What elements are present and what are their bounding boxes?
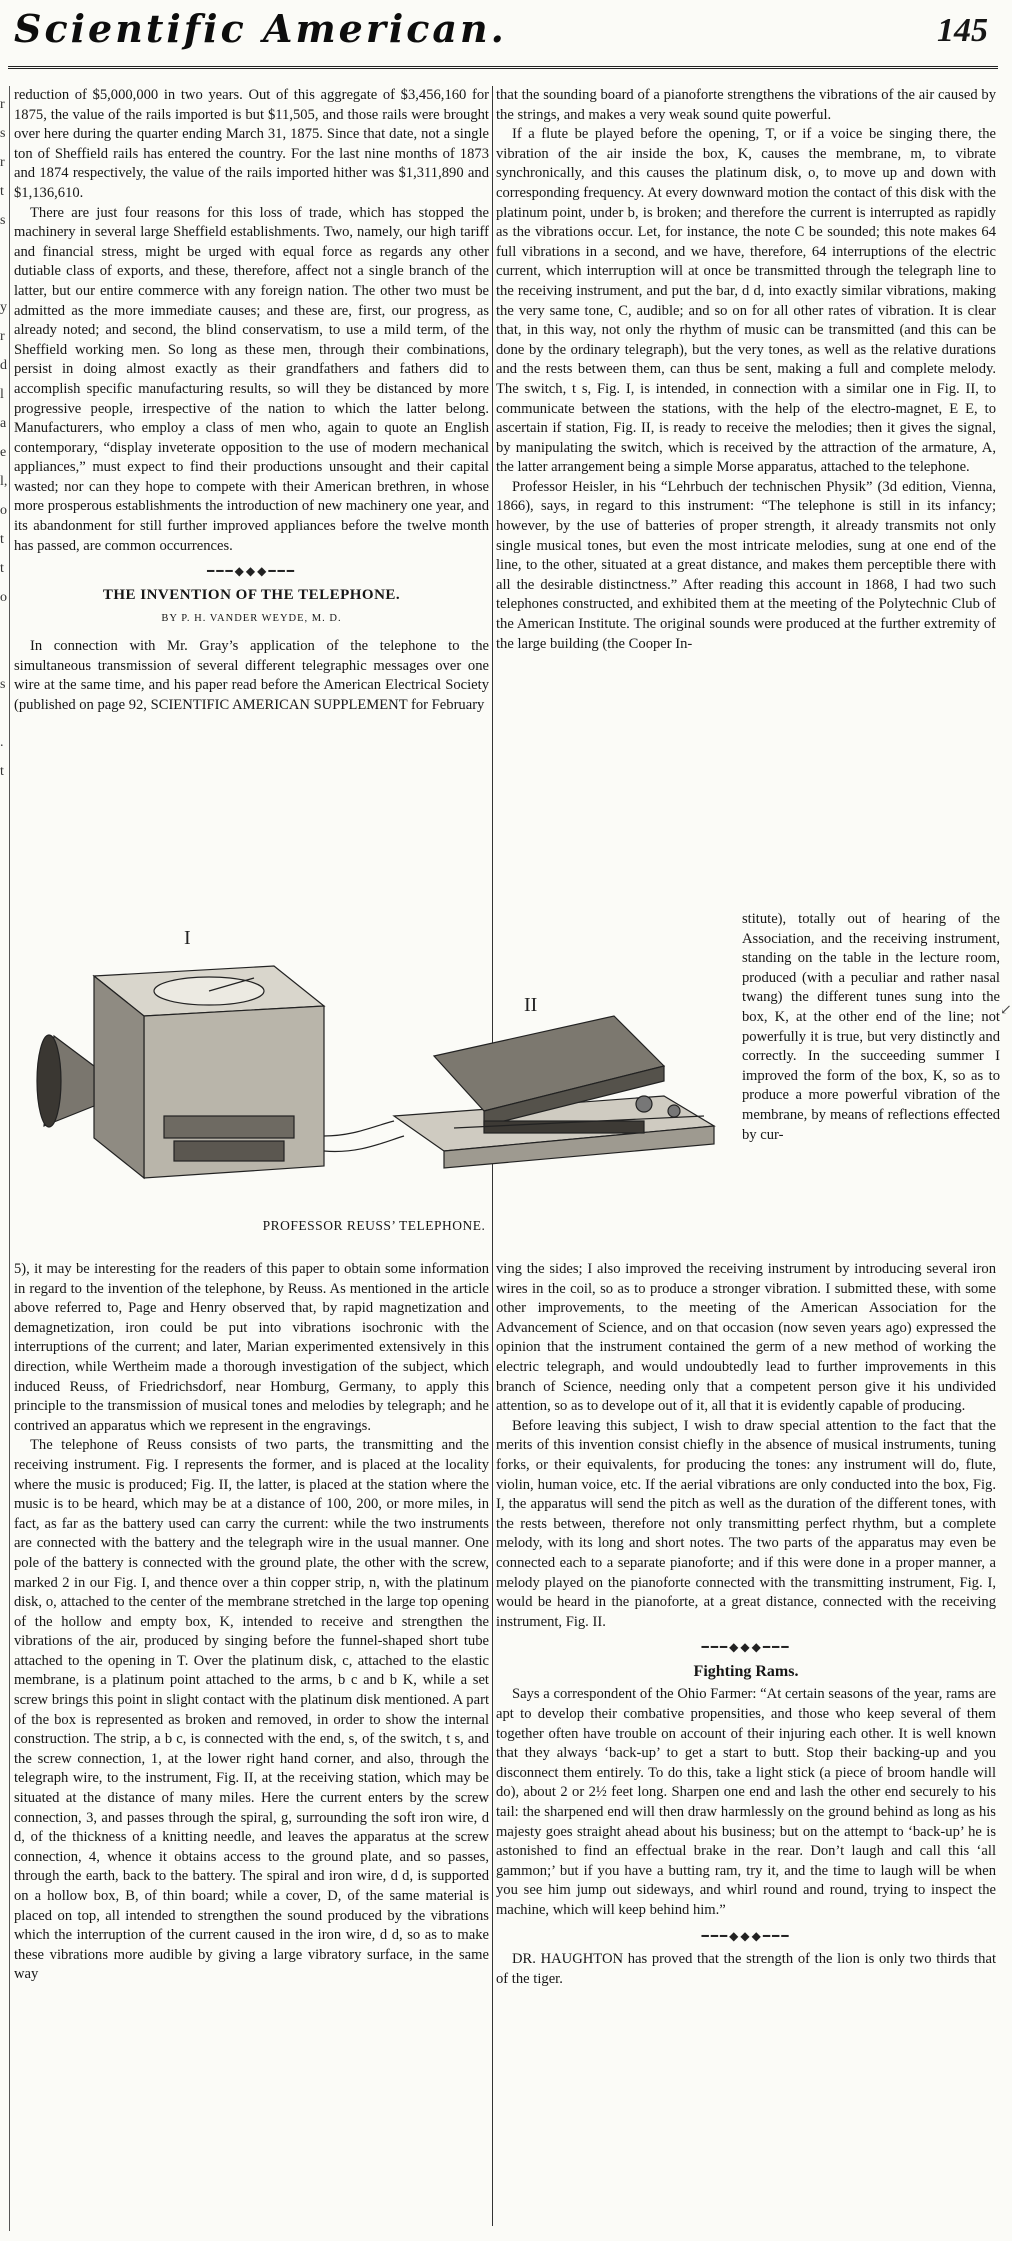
gutter-letter: s: [0, 677, 6, 692]
sounding-board-paragraph: that the sounding board of a pianoforte strengthens the vibrations of the air caused by the strings, and makes a very weak sound quite powerful.: [496, 87, 996, 123]
gutter-letter: o: [0, 503, 7, 518]
telephone-engraving: [14, 916, 734, 1236]
gutter-letter: r: [0, 329, 5, 344]
gutter-letter: s: [0, 213, 6, 228]
page-number: 145: [937, 12, 988, 49]
section-separator-3: ━━━◆◆◆━━━: [701, 1928, 791, 1943]
improvement-paragraph: ving the sides; I also improved the receiving instrument by introducing several iron wires in the coil, so as to produce a stronger vibration. I submitted these, with some other improvements, to the meeting of the American Association for the Advancement of Science, and on that occasion (now seven years ago) expressed the opinion that the instrument contained the germ of a new method of working the electric telegraph, and would undoubtedly lead to further improvements in this branch of Science, needing only that a competent person give it his undivided attention, so as to develope out of it, all that it is evidently capable of producing.: [496, 1261, 996, 1415]
rams-paragraph: Says a correspondent of the Ohio Farmer: “At certain seasons of the year, rams are apt to develop their combative propensities, and those who keep several of them together often have trouble on account of their injuring each other. It is well known that they always ‘back-up’ to get a start to butt. Stop their backing-up and you disconnect them entirely. To do this, take a light stick (a piece of broom handle will do), about 2 or 2½ feet long. Sharpen one end and lash the other end securely to his tail: the sharpened end will then draw harmlessly on the ground behind as long as his majesty goes straight ahead about his business; but on the attempt to ‘back-up’ he is astonished to find an effectual brake in the rear. Don’t laugh and call this ‘all gammon;’ but if you have a butting ram, try it, and the time to laugh will be when you see him jump out sideways, and whirl round and round, trying to inspect the machine, which will keep behind him.”: [496, 1686, 996, 1918]
figure-label-i: I: [184, 927, 191, 949]
gutter-letter: a: [0, 416, 7, 431]
gutter-letter: d: [0, 358, 7, 373]
fighting-rams-heading: Fighting Rams.: [693, 1662, 799, 1680]
left-edge-rule: [9, 86, 10, 2231]
gutter-letter: t: [0, 561, 4, 576]
gutter-letter: t: [0, 184, 4, 199]
left-gutter-fragments: [0, 90, 8, 1590]
left-column-top: [14, 86, 489, 715]
figure-caption: PROFESSOR REUSS’ TELEPHONE.: [262, 1218, 486, 1233]
gutter-letter: y: [0, 300, 7, 315]
section-separator: ━━━◆◆◆━━━: [206, 564, 297, 579]
gutter-letter: r: [0, 155, 5, 170]
gutter-letter: t: [0, 532, 4, 547]
gutter-letter: [0, 235, 8, 264]
right-column-top: [496, 86, 996, 654]
gutter-letter: o: [0, 590, 7, 605]
left-column-bottom: [14, 1260, 489, 1985]
reuss-intro-paragraph: 5), it may be interesting for the readers of this paper to obtain some information in regard to the invention of the telephone, by Reuss. As mentioned in the article above referred to, Page and Henry observed that, by rapid magnetization and demagnetization, iron could be put into vibrations isochronic with the interruptions of the current; and later, Marian experimented extensively in this direction, while Wertheim made a thorough investigation of the subject, which induced Reuss, of Friedrichsdorf, near Homburg, Germany, to apply this principle to the transmission of musical tones and melodies by telegraph; and he contrived an apparatus which we represent in the engravings.: [14, 1261, 489, 1434]
gutter-letter: [0, 641, 8, 670]
section-separator-2: ━━━◆◆◆━━━: [701, 1640, 791, 1655]
flute-paragraph: If a flute be played before the opening, T, or if a voice be singing there, the vibration of the air inside the box, K, causes the membrane, m, to vibrate synchronically, and this causes the platinum disk, o, to move up and down with corresponding frequency. At every downward motion the contact of this disk with the platinum point, under b, is broken; and therefore the current is interrupted as rapidly as the vibrations occur. Let, for instance, the note C be sounded; this note makes 64 full vibrations in a second, and we have, therefore, 64 interruptions of the electric current, which interruption will at once be transmitted through the telegraph line to the receiving instrument, and put the bar, d d, into exactly similar vibrations, making the very same tone, C, audible; and so on for all other rates of vibration. It is clear that, in this way, not only the rhythm of music can be transmitted (and this can be done by the ordinary telegraph), but the very tones, as well as the relative durations and the rests between them, can thus be sent, making a full and complete melody. The switch, t s, Fig. I, is intended, in connection with a similar one in Fig. II, to communicate between the stations, with the help of the electro-magnet, E E, to ascertain if station, Fig. II, is ready to receive the melodies; then it gives the signal, by manipulating the switch, which is received by the attraction of the armature, A, the latter arrangement being a simple Morse apparatus, attached to the telephone.: [496, 126, 996, 476]
right-column-bottom: [496, 1260, 996, 1989]
lion-paragraph: DR. HAUGHTON has proved that the strength of the lion is only two thirds that of the tiger.: [496, 1951, 996, 1987]
reasons-paragraph: There are just four reasons for this loss of trade, which has stopped the machinery in several large Sheffield establishments. Two, namely, our high tariff and financial stress, might be urged with equal force as regards any other dutiable class of exports, and these, therefore, affect not a single branch of the latter, but our entire commerce with any foreign nation. The other two must be admitted as the more immediate causes; and these are, first, our progress, as already noted; and second, the blind conservatism, to use a mild term, of the Sheffield working men. So long as these men, through their combinations, persist in doing almost exactly as their grandfathers and fathers did to accomplish specific manufacturing results, so will they be distanced by more progressive people, irrespective of the nation to which the latter belong. Manufacturers, who employ a class of men who, again to quote an English contemporary, “display inveterate opposition to the use of modern mechanical appliances,” must expect to find their productions unsought and their capital wasted; nor can they hope to compete with their American brethren, in whose more prosperous establishments the introduction of new machinery one year, and its abandonment for still further improved appliances before the twelve month has passed, are common occurrences.: [14, 204, 489, 554]
masthead-rule: [8, 66, 998, 69]
gutter-letter: l,: [0, 474, 8, 489]
merits-paragraph: Before leaving this subject, I wish to draw special attention to the fact that the merits of this invention consist chiefly in the absence of musical instruments, tuning forks, or their equivalents, for producing the tones: any instrument will do, flute, violin, human voice, etc. If the aerial vibrations are only conducted into the box, Fig. I, the apparatus will send the pitch as well as the duration of the different tones, with the rests between, therefore not only transmitting perfect rhythm, but a complete melody, with its long and short notes. The two parts of the apparatus may even be connected each to a separate pianoforte; and if this were done in a proper manner, a melody played on the pianoforte connected with the transmitting instrument, Fig. I, would be heard in the pianoforte, at a great distance, connected with the receiving instrument, Fig. II.: [496, 1417, 996, 1630]
wrap-column: [742, 910, 1000, 1145]
gutter-letter: [0, 264, 8, 293]
heisler-paragraph: Professor Heisler, in his “Lehrbuch der technischen Physik” (3d edition, Vienna, 1866), says, in regard to this instrument: “The telephone is still in its infancy; however, by the use of batteries of proper strength, it already transmits not only single musical tones, but even the most intricate melodies, sung at one end of the line, to the other, situated at a great distance, and makes them perceptible there with all the desirable distinctness.” After reading this account in 1868, I had two such telephones constructed, and exhibited them at the meeting of the Polytechnic Club of the American Institute. The original sounds were produced at the further extremity of the large building (the Cooper In-: [496, 478, 996, 652]
article-title: THE INVENTION OF THE TELEPHONE.: [102, 586, 401, 603]
gutter-letter: [0, 612, 8, 641]
rails-paragraph: reduction of $5,000,000 in two years. Out of this aggregate of $3,456,160 for 1875, the value of the rails imported is but $11,505, and those rails were brought over here during the quarter ending March 31, 1875. Since that date, not a single ton of Sheffield rails has entered the country. For the last nine months of 1873 and 1874 respectively, the value of the rails imported hither was $1,311,890 and $1,136,610.: [14, 87, 489, 201]
telephone-illustration: [14, 916, 734, 1216]
wrap-paragraph: stitute), totally out of hearing of the Association, and the receiving instrument, standing on the table in the lecture room, produced (with a peculiar and rather nasal twang) the different tunes sung into the box, K, at the other end of the line; not powerfully it is true, but very distinctly and correctly. In the succeeding summer I improved the form of the box, K, so as to produce a more powerful vibration of the membrane, by means of reflections effected by cur-: [742, 911, 1000, 1143]
gutter-letter: [0, 699, 8, 728]
gutter-letter: .: [0, 735, 4, 750]
gutter-letter: t: [0, 764, 4, 779]
reuss-description-paragraph: The telephone of Reuss consists of two parts, the transmitting and the receiving instrument. Fig. I represents the former, and is placed at the locality where the music is produced; Fig. II, the latter, is placed at the station where the music is to be heard, which may be at a distance of 100, 200, or more miles, in fact, as far as the battery used can carry the current: while the two instruments are connected with the battery and the telegraph wire in the usual manner. One pole of the battery is connected with the ground plate, the other with the screw, marked 2 in our Fig. I, and thence over a thin copper strip, n, with the platinum disk, o, attached to the center of the membrane stretched in the large top opening of the hollow and empty box, K, intended to receive and strengthen the vibrations of the air, produced by singing before the funnel-shaped short tube attached to the opening in T. Over the platinum disk, c, attached to the elastic membrane, is a platinum point attached to the arms, b c and b K, while a set screw brings this point in slight contact with the platinum disk mentioned. A part of the box is represented as broken and removed, in order to show the internal construction. The strip, a b c, is connected with the end, s, of the switch, t s, and the screw connection, 1, at the lower right hand corner, and also, through the telegraph wire, to the instrument, Fig. II, at the receiving station, which may be situated at the distance of many miles. Here the current enters by the screw connection, 3, and passes through the spiral, g, surrounding the soft iron wire, d d, of the thickness of a knitting needle, and leaves the apparatus at the screw connection, 4, whence it obtains access to the ground plate, and so passes, through the earth, back to the battery. The spiral and iron wire, d d, is supported on a hollow box, B, of thin board; while a cover, D, of the same material is placed on top, all intended to strengthen the sound produced by the vibrations which the interruption of the current caused in the iron wire, d d, so as to make these vibrations more audible by giving a large vibratory surface, in the same way: [14, 1437, 489, 1983]
gutter-letter: r: [0, 97, 5, 112]
figure-label-ii: II: [524, 994, 538, 1016]
gutter-letter: e: [0, 445, 7, 460]
intro-paragraph: In connection with Mr. Gray’s application of the telephone to the simultaneous transmission of several different telegraphic messages over one wire at the same time, and his paper read before the American Electrical Society (published on page 92, SCIENTIFIC AMERICAN SUPPLEMENT for February: [14, 638, 489, 713]
gutter-letter: s: [0, 126, 6, 141]
masthead: [0, 0, 1006, 70]
masthead-title: Scientific American.: [14, 6, 507, 51]
gutter-letter: l: [0, 387, 4, 402]
article-byline: BY P. H. VANDER WEYDE, M. D.: [161, 613, 342, 625]
margin-mark: ↙: [1000, 1003, 1012, 1018]
